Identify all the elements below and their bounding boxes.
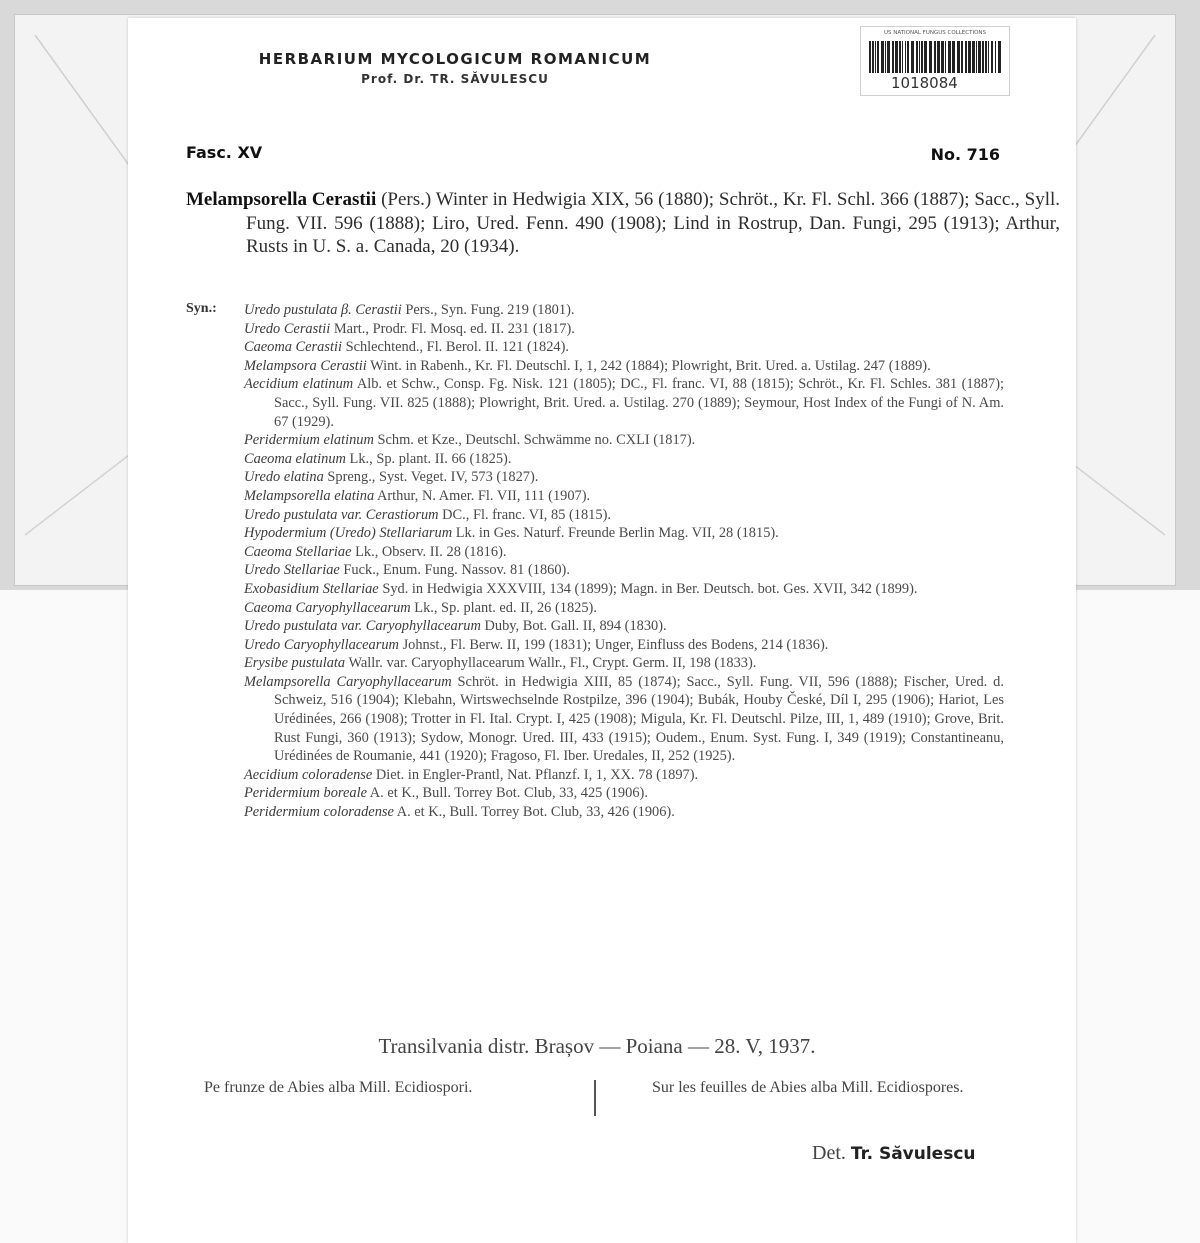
synonym-name: Uredo pustulata var. Cerastiorum (244, 506, 439, 523)
determiner-name: Tr. Săvulescu (850, 1144, 976, 1164)
synonym-entry (244, 673, 1004, 766)
synonym-reference: Wint. in Rabenh., Kr. Fl. Deutschl. I, 1, 242 (1884); Plowright, Brit. Ured. a. Ustilag. 247 (1889). (370, 357, 931, 374)
synonym-name: Caeoma Caryophyllacearum (244, 599, 411, 616)
synonym-reference: Diet. in Engler-Prantl, Nat. Pflanzf. I, 1, XX. 78 (1897). (375, 766, 699, 783)
synonym-name: Peridermium boreale (244, 785, 367, 802)
synonym-entry (244, 636, 1004, 655)
synonym-entry (244, 338, 1004, 357)
synonym-name: Uredo Cerastii (244, 320, 331, 337)
barcode-icon (869, 41, 1001, 73)
synonym-reference: Schm. et Kze., Deutschl. Schwämme no. CXLI (1817). (377, 432, 696, 449)
synonym-entry (244, 561, 1004, 580)
synonym-reference: Lk., Observ. II. 28 (1816). (355, 543, 507, 560)
synonym-entry (244, 301, 1004, 320)
fascicle-number: Fasc. XV (186, 143, 263, 162)
synonym-name: Uredo Stellariae (244, 562, 340, 579)
synonym-name: Melampsora Cerastii (244, 357, 367, 374)
synonym-reference: DC., Fl. franc. VI, 85 (1815). (442, 506, 611, 523)
synonyms-list (244, 301, 1004, 822)
synonym-name: Aecidium coloradense (244, 766, 373, 783)
synonym-reference: Lk., Sp. plant. II. 66 (1825). (349, 450, 512, 467)
synonym-entry (244, 803, 1004, 822)
synonym-reference: Arthur, N. Amer. Fl. VII, 111 (1907). (376, 487, 591, 504)
synonym-entry (244, 784, 1004, 803)
synonym-name: Melampsorella Caryophyllacearum (244, 673, 452, 690)
synonym-entry (244, 599, 1004, 618)
synonym-entry (244, 375, 1004, 431)
synonym-entry (244, 543, 1004, 562)
synonym-reference: Lk., Sp. plant. ed. II, 26 (1825). (414, 599, 597, 616)
synonym-reference: Johnst., Fl. Berw. II, 199 (1831); Unger, Einfluss des Bodens, 214 (1836). (402, 636, 829, 653)
synonym-entry (244, 320, 1004, 339)
host-note-romanian: Pe frunze de Abies alba Mill. Ecidiospori. (204, 1079, 473, 1096)
synonym-name: Caeoma Stellariae (244, 543, 352, 560)
synonym-name: Peridermium elatinum (244, 432, 374, 449)
synonym-entry (244, 468, 1004, 487)
synonym-reference: Lk. in Ges. Naturf. Freunde Berlin Mag. VII, 28 (1815). (455, 525, 779, 542)
synonym-name: Erysibe pustulata (244, 655, 346, 672)
barcode-label (860, 26, 1010, 96)
synonym-entry (244, 524, 1004, 543)
synonym-name: Uredo Caryophyllacearum (244, 636, 399, 653)
synonym-name: Peridermium coloradense (244, 804, 394, 821)
taxon-citation (186, 188, 1060, 259)
synonym-name: Uredo pustulata var. Caryophyllacearum (244, 618, 481, 635)
synonym-name: Caeoma Cerastii (244, 339, 342, 356)
synonym-reference: Schröt. in Hedwigia XIII, 85 (1874); Sacc., Syll. Fung. VII, 596 (1888); Fischer, Ured. d. Schweiz, 516 (1904); Klebahn, Wirtswechselnde Rostpilze, 396 (1904); Bubák, Houby České, Díl I, 295 (1906); Hariot, Les Urédinées, 266 (1908); Trotter in Fl. Ital. Crypt. I, 425 (1908); Migula, Kr. Fl. Deutschl. Pilze, III, 1, 489 (1910); Grove, Brit. Rust Fungi, 360 (1913); Sydow, Monogr. Ured. III, 433 (1915); Oudem., Enum. Syst. Fung. I, 349 (1919); Constantineanu, Urédinées de Roumanie, 441 (1920); Fragoso, Fl. Iber. Uredales, II, 252 (1925). (274, 673, 1004, 765)
synonym-reference: A. et K., Bull. Torrey Bot. Club, 33, 426 (1906). (396, 804, 675, 821)
exsiccata-number: No. 716 (930, 145, 1000, 164)
synonym-entry (244, 506, 1004, 525)
synonym-name: Caeoma elatinum (244, 450, 346, 467)
synonym-reference: Wallr. var. Caryophyllacearum Wallr., Fl., Crypt. Germ. II, 198 (1833). (348, 655, 757, 672)
barcode-number: 1018084 (891, 74, 958, 92)
herbarium-editor: Prof. Dr. TR. SĂVULESCU (361, 72, 549, 86)
synonym-reference: A. et K., Bull. Torrey Bot. Club, 33, 425 (1906). (369, 785, 648, 802)
column-divider (594, 1080, 596, 1116)
synonym-name: Uredo elatina (244, 469, 324, 486)
synonym-name: Hypodermium (Uredo) Stellariarum (244, 525, 453, 542)
synonym-name: Aecidium elatinum (244, 376, 354, 393)
synonym-reference: Spreng., Syst. Veget. IV, 573 (1827). (327, 469, 539, 486)
synonym-entry (244, 654, 1004, 673)
synonym-name: Exobasidium Stellariae (244, 580, 379, 597)
synonym-reference: Mart., Prodr. Fl. Mosq. ed. II. 231 (1817). (333, 320, 575, 337)
synonym-reference: Alb. et Schw., Consp. Fg. Nisk. 121 (1805); DC., Fl. franc. VI, 88 (1815); Schröt., Kr. Fl. Schles. 381 (1887); Sacc., Syll. Fung. VII. 825 (1888); Plowright, Brit. Ured. a. Ustilag. 270 (1889); Seymour, Host Index of the Fungi of N. Am. 67 (1929). (274, 376, 1004, 430)
synonym-entry (244, 357, 1004, 376)
synonym-entry (244, 580, 1004, 599)
synonym-entry (244, 431, 1004, 450)
synonym-name: Melampsorella elatina (244, 487, 375, 504)
determiner (812, 1142, 976, 1165)
synonym-reference: Syd. in Hedwigia XXXVIII, 134 (1899); Magn. in Ber. Deutsch. bot. Ges. XVII, 342 (1899). (382, 580, 918, 597)
taxon-reference: (Pers.) Winter in Hedwigia XIX, 56 (1880); Schröt., Kr. Fl. Schl. 366 (1887); Sacc., Syll. Fung. VII. 596 (1888); Liro, Ured. Fenn. 490 (1908); Lind in Rostrup, Dan. Fungi, 295 (1913); Arthur, Rusts in U. S. a. Canada, 20 (1934). (246, 189, 1060, 257)
synonym-reference: Fuck., Enum. Fung. Nassov. 81 (1860). (343, 562, 570, 579)
taxon-name: Melampsorella Cerastii (186, 189, 377, 210)
synonym-entry (244, 617, 1004, 636)
herbarium-title: HERBARIUM MYCOLOGICUM ROMANICUM (258, 50, 652, 68)
synonym-reference: Schlechtend., Fl. Berol. II. 121 (1824). (345, 339, 569, 356)
synonym-entry (244, 450, 1004, 469)
host-note-french: Sur les feuilles de Abies alba Mill. Ecidiospores. (652, 1079, 964, 1096)
synonym-entry (244, 487, 1004, 506)
determiner-prefix: Det. (812, 1142, 846, 1164)
synonym-entry (244, 766, 1004, 785)
collection-locality: Transilvania distr. Brașov — Poiana — 28. V, 1937. (378, 1034, 816, 1058)
synonym-reference: Pers., Syn. Fung. 219 (1801). (405, 302, 575, 318)
synonym-reference: Duby, Bot. Gall. II, 894 (1830). (484, 618, 667, 635)
synonyms-label: Syn.: (186, 301, 217, 316)
synonym-name: Uredo pustulata β. Cerastii (244, 302, 402, 318)
barcode-caption: US NATIONAL FUNGUS COLLECTIONS (883, 30, 987, 36)
